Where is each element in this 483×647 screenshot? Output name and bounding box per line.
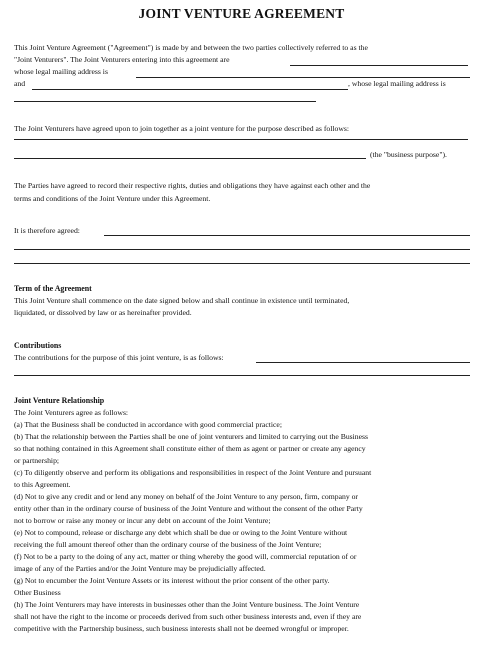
relationship-line: The Joint Venturers agree as follows: bbox=[14, 408, 129, 417]
relationship-line: (a) That the Business shall be conducted in accordance with good commercial practice; bbox=[14, 420, 282, 429]
intro-line-1: This Joint Venture Agreement ("Agreement") is made by and between the two parties collectively referred to as the bbox=[14, 43, 368, 52]
purpose-line-2-tail: (the "business purpose"). bbox=[370, 150, 447, 159]
relationship-line: (b) That the relationship between the Parties shall be one of joint venturers and limited to carrying out the Business bbox=[14, 432, 369, 441]
relationship-line: or partnership; bbox=[14, 456, 60, 465]
contributions-field-2[interactable] bbox=[14, 375, 470, 376]
parties-line-2: terms and conditions of the Joint Venture under this Agreement. bbox=[14, 194, 211, 203]
parties-line-1: The Parties have agreed to record their respective rights, duties and obligations they have against each other and the bbox=[14, 181, 371, 190]
venturer-2-name-field[interactable] bbox=[32, 89, 348, 90]
relationship-line: shall not have the right to the income or proceeds derived from such other business interests and, even if they are bbox=[14, 612, 362, 621]
venturer-2-address-field[interactable] bbox=[14, 101, 316, 102]
term-heading: Term of the Agreement bbox=[14, 284, 92, 293]
relationship-line: (e) Not to compound, release or discharge any debt which shall be due or owing to the Joint Venture without bbox=[14, 528, 348, 537]
venturer-1-address-field[interactable] bbox=[136, 77, 470, 78]
term-line-1: This Joint Venture shall commence on the date signed below and shall continue in existence until terminated, bbox=[14, 296, 350, 305]
intro-line-3: whose legal mailing address is bbox=[14, 67, 108, 76]
contributions-line-1: The contributions for the purpose of this joint venture, is as follows: bbox=[14, 353, 224, 362]
term-line-2: liquidated, or dissolved by law or as hereinafter provided. bbox=[14, 308, 192, 317]
relationship-line: image of any of the Parties and/or the Joint Venture may be prejudicially affected. bbox=[14, 564, 266, 573]
relationship-line: entity other than in the ordinary course of business of the Joint Venture and without the consent of the other Party bbox=[14, 504, 363, 513]
agreed-label: It is therefore agreed: bbox=[14, 226, 80, 235]
purpose-field-2[interactable] bbox=[14, 158, 366, 159]
relationship-line: (d) Not to give any credit and or lend any money on behalf of the Joint Venture to any person, firm, company or bbox=[14, 492, 358, 501]
document-title: JOINT VENTURE AGREEMENT bbox=[138, 6, 345, 21]
relationship-line: competitive with the Partnership business, such business interests shall not be deemed wrongful or improper. bbox=[14, 624, 349, 633]
venturer-1-name-field[interactable] bbox=[290, 65, 468, 66]
relationship-line: receiving the full amount thereof other than the ordinary course of the business of the Joint Venture; bbox=[14, 540, 322, 549]
intro-line-4-and: and bbox=[14, 79, 26, 88]
agreed-field-2[interactable] bbox=[14, 249, 470, 250]
purpose-field-1[interactable] bbox=[14, 139, 468, 140]
agreed-field-3[interactable] bbox=[14, 263, 470, 264]
relationship-line: so that nothing contained in this Agreement shall constitute either of them as agent or partner or create any agency bbox=[14, 444, 366, 453]
relationship-heading: Joint Venture Relationship bbox=[14, 396, 105, 405]
intro-line-4-tail: , whose legal mailing address is bbox=[348, 79, 446, 88]
contributions-heading: Contributions bbox=[14, 341, 62, 350]
relationship-line: to this Agreement. bbox=[14, 480, 71, 489]
relationship-line: (c) To diligently observe and perform its obligations and responsibilities in respect of the Joint Venture and pursuant bbox=[14, 468, 372, 477]
relationship-line: (h) The Joint Venturers may have interests in businesses other than the Joint Venture business. The Joint Venture bbox=[14, 600, 360, 609]
relationship-line: (g) Not to encumber the Joint Venture Assets or its interest without the prior consent of the other party. bbox=[14, 576, 330, 585]
relationship-line: (f) Not to be a party to the doing of any act, matter or thing whereby the good will, commercial reputation of or bbox=[14, 552, 357, 561]
agreed-field-1[interactable] bbox=[104, 235, 470, 236]
intro-line-2: "Joint Venturers". The Joint Venturers entering into this agreement are bbox=[14, 55, 230, 64]
relationship-line: not to borrow or raise any money or incur any debt on account of the Joint Venture; bbox=[14, 516, 271, 525]
relationship-line: Other Business bbox=[14, 588, 61, 597]
contributions-field-1[interactable] bbox=[256, 362, 470, 363]
purpose-line-1: The Joint Venturers have agreed upon to join together as a joint venture for the purpose described as follows: bbox=[14, 124, 350, 133]
